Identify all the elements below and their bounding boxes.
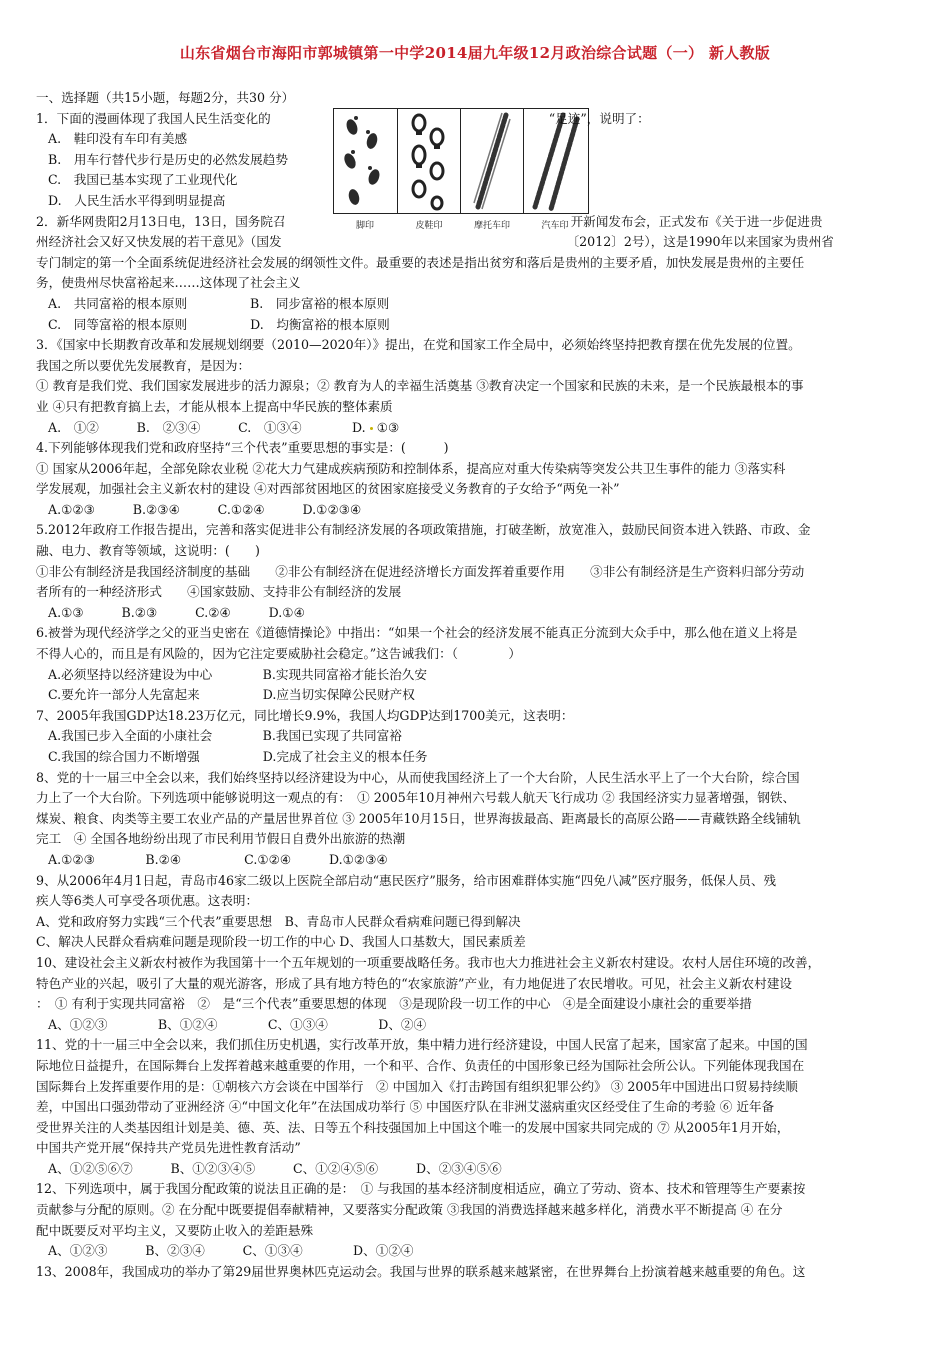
q5-options: A.①③ B.②③ C.②④ D.①④ [48, 604, 305, 620]
speck-mark [370, 427, 373, 430]
q1-option-c: C. 我国已基本实现了工业现代化 [48, 172, 238, 188]
q1-stem-b: “足迹”，说明了： [548, 110, 650, 126]
question-8-line: 力上了一个大台阶。下列选项中能够说明这一观点的有： ① 2005年10月神州六号载人航天飞行成功 ② 我国经济实力显著增强，钢铁、 [36, 790, 796, 806]
q2-line2a: 州经济社会又好又快发展的若干意见》（国发 [36, 234, 282, 250]
question-11-line: 差，中国出口强劲带动了亚洲经济 ④“中国文化年”在法国成功举行 ⑤ 中国医疗队在非洲艾滋病重灾区经受住了生命的考验 ⑥ 近年备 [36, 1099, 775, 1115]
question-9-line: 疾人等6类人可享受各项优惠。这表明： [36, 893, 259, 909]
question-11-line: 际地位日益提升，在国际舞台上发挥着越来越重要的作用，一个和平、合作、负责任的中国形象已经为国际社会所公认。下列能体现我国在 [36, 1057, 805, 1073]
q2-line1a: 2．新华网贵阳2月13日电，13日，国务院召 [36, 213, 286, 229]
q2-options-cd: C. 同等富裕的根本原则 D. 均衡富裕的根本原则 [48, 316, 390, 332]
q6-options-cd: C.要允许一部分人先富起来 D.应当切实保障公民财产权 [48, 687, 415, 703]
q10-options: A、①②③ B、①②④ C、①③④ D、②④ [48, 1016, 427, 1032]
q4-options: A.①②③ B.②③④ C.①②④ D.①②③④ [48, 501, 362, 517]
question-11-line: 国际舞台上发挥重要作用的是：①朝核六方会谈在中国举行 ② 中国加入《打击跨国有组织犯罪公约》 ③ 2005年中国进出口贸易持续顺 [36, 1078, 798, 1094]
exam-body [36, 88, 916, 1282]
question-9-line: 9、从2006年4月1日起，青岛市46家二级以上医院全部启动“惠民医疗”服务，给市困难群体实施“四免八减”医疗服务，低保人员、残 [36, 872, 777, 888]
question-1-stem [36, 109, 916, 130]
question-3-line: 3．《国家中长期教育改革和发展规划纲要（2010—2020年）》提出，在党和国家工作全局中，必须始终坚持把教育摆在优先发展的位置。 [36, 337, 801, 353]
question-8-line: 8、党的十一届三中全会以来，我们始终坚持以经济建设为中心，从而使我国经济上了一个大台阶，人民生活水平上了一个大台阶，综合国 [36, 769, 800, 785]
q3-options [36, 418, 916, 439]
caption-motorcycle-track: 摩托车印 [473, 221, 510, 231]
question-11-line: 受世界关注的人类基因组计划是美、德、英、法、日等五个科技强国加上中国这个唯一的发展中国家共同完成的 ⑦ 从2005年1月开始， [36, 1119, 790, 1135]
question-4-line: ① 国家从2006年起，全部免除农业税 ②花大力气建成疾病预防和控制体系，提高应对重大传染病等突发公共卫生事件的能力 ③落实科 [36, 460, 786, 476]
question-4-line: 学发展观，加强社会主义新农村的建设 ④对西部贫困地区的贫困家庭接受义务教育的子女给予“两免一补” [36, 481, 620, 497]
question-12-line: 配中既要反对平均主义，又要防止收入的差距悬殊 [36, 1222, 314, 1238]
q1-stem-a: 1．下面的漫画体现了我国人民生活变化的 [36, 110, 271, 126]
q3-options-text: A. ①② B. ②③④ C. ①③④ D. [48, 419, 366, 435]
question-3-line: 业 ④只有把教育搞上去，才能从根本上提高中华民族的整体素质 [36, 398, 393, 414]
question-2-line: 务，使贵州尽快富裕起来……这体现了社会主义 [36, 275, 301, 291]
question-10-line: ： ① 有利于实现共同富裕 ② 是“三个代表”重要思想的体现 ③是现阶段一切工作的中心 ④是全面建设小康社会的重要举措 [36, 996, 752, 1012]
q9-options-ab: A、党和政府努力实践“三个代表”重要思想 B、青岛市人民群众看病难问题已得到解决 [36, 913, 521, 929]
q7-options-cd: C.我国的综合国力不断增强 D.完成了社会主义的根本任务 [48, 749, 428, 764]
q1-option-b: B. 用车行替代步行是历史的必然发展趋势 [48, 151, 288, 167]
q2-line2b: 〔2012〕2号），这是1990年以来国家为贵州省 [566, 234, 834, 250]
question-8-line: 煤炭、粮食、肉类等主要工农业产品的产量居世界首位 ③ 2005年10月15日，世界海拔最高、距离最长的高原公路——青藏铁路全线铺轨 [36, 810, 801, 826]
caption-footprint: 脚印 [355, 221, 374, 231]
question-5-line: ①非公有制经济是我国经济制度的基础 ②非公有制经济在促进经济增长方面发挥着重要作用 ③非公有制经济是生产资料归部分劳动 [36, 563, 805, 579]
question-7-line: 7、2005年我国GDP达18.23万亿元，同比增长9.9%，我国人均GDP达到1700美元，这表明： [36, 707, 574, 723]
question-2-line: 专门制定的第一个全面系统促进经济社会发展的纲领性文件。最重要的表述是指出贫穷和落后是贵州的主要矛盾，加快发展是贵州的主要任 [36, 254, 805, 270]
q9-options-cd: C、解决人民群众看病难问题是现阶段一切工作的中心 D、我国人口基数大，国民素质差 [36, 934, 526, 950]
question-12-line: 12、下列选项中，属于我国分配政策的说法且正确的是： ① 与我国的基本经济制度相适应，确立了劳动、资本、技术和管理等生产要素按 [36, 1181, 806, 1197]
question-5-line: 融、电力、教育等领域，这说明：( ) [36, 543, 260, 559]
caption-shoe-print: 皮鞋印 [415, 221, 443, 231]
question-10-line: 特色产业的兴起，吸引了大量的观光游客，形成了具有地方特色的“农家旅游”产业，有力地促进了农民增收。可见，社会主义新农村建设 [36, 975, 792, 991]
question-12-line: 贡献参与分配的原则。② 在分配中既要提倡奉献精神，又要落实分配政策 ③我国的消费选择越来越多样化，消费水平不断提高 ④ 在分 [36, 1202, 783, 1218]
question-4-line: 4.下列能够体现我们党和政府坚持“三个代表”重要思想的事实是：( ) [36, 440, 449, 456]
question-5-line: 5.2012年政府工作报告提出，完善和落实促进非公有制经济发展的各项政策措施，打破垄断，放宽准入，鼓励民间资本进入铁路、市政、金 [36, 522, 811, 538]
question-10-line: 10、建设社会主义新农村被作为我国第十一个五年规划的一项重要战略任务。我市也大力推进社会主义新农村建设。农村人居住环境的改善， [36, 954, 821, 970]
q1-option-a: A. 鞋印没有车印有美感 [48, 131, 188, 147]
question-6-line: 6.被誉为现代经济学之父的亚当史密在《道德情操论》中指出：“如果一个社会的经济发展不能真正分流到大众手中，那么他在道义上将是 [36, 625, 798, 641]
question-13-line: 13、2008年，我国成功的举办了第29届世界奥林匹克运动会。我国与世界的联系越来越紧密，在世界舞台上扮演着越来越重要的角色。这 [36, 1263, 806, 1279]
q12-options: A、①②③ B、②③④ C、①③④ D、①②④ [48, 1243, 414, 1259]
question-8-line: 完工 ④ 全国各地纷纷出现了市民利用节假日自费外出旅游的热潮 [36, 831, 406, 847]
q7-options-ab: A.我国已步入全面的小康社会 B.我国已实现了共同富裕 [48, 728, 402, 744]
q6-options-ab: A.必须坚持以经济建设为中心 B.实现共同富裕才能长治久安 [48, 666, 427, 682]
q2-options-ab: A. 共同富裕的根本原则 B. 同步富裕的根本原则 [48, 295, 390, 311]
section-heading: 一、选择题（共15小题，每题2分，共30 分） [36, 90, 295, 105]
page-title: 山东省烟台市海阳市郭城镇第一中学2014届九年级12月政治综合试题（一） 新人教版 [179, 44, 771, 62]
q3-option-d-value: ①③ [376, 419, 400, 435]
caption-car-track: 汽车印 [541, 221, 569, 231]
question-6-line: 不得人心的，而且是有风险的，因为它注定要威胁社会稳定。”这告诫我们：（ ） [36, 646, 521, 662]
q2-line1b: 开新闻发布会，正式发布《关于进一步促进贵 [570, 213, 823, 229]
question-5-line: 者所有的一种经济形式 ④国家鼓励、支持非公有制经济的发展 [36, 584, 402, 600]
question-2-line [36, 212, 916, 233]
q8-options: A.①②③ B.②④ C.①②④ D.①②③④ [48, 851, 388, 867]
q11-options: A、①②⑤⑥⑦ B、①②③④⑤ C、①②④⑤⑥ D、②③④⑤⑥ [48, 1160, 502, 1176]
question-11-line: 11、党的十一届三中全会以来，我们抓住历史机遇，实行改革开放，集中精力进行经济建设，中国人民富了起来，国家富了起来。中国的国 [36, 1037, 808, 1053]
q1-option-d: D. 人民生活水平得到明显提高 [48, 192, 226, 208]
question-2-line [36, 232, 916, 253]
question-3-line: 我国之所以要优先发展教育，是因为： [36, 357, 251, 373]
question-11-line: 中国共产党开展“保持共产党员先进性教育活动” [36, 1140, 301, 1156]
question-3-line: ① 教育是我们党、我们国家发展进步的活力源泉；② 教育为人的幸福生活奠基 ③教育决定一个国家和民族的未来，是一个民族最根本的事 [36, 378, 804, 394]
